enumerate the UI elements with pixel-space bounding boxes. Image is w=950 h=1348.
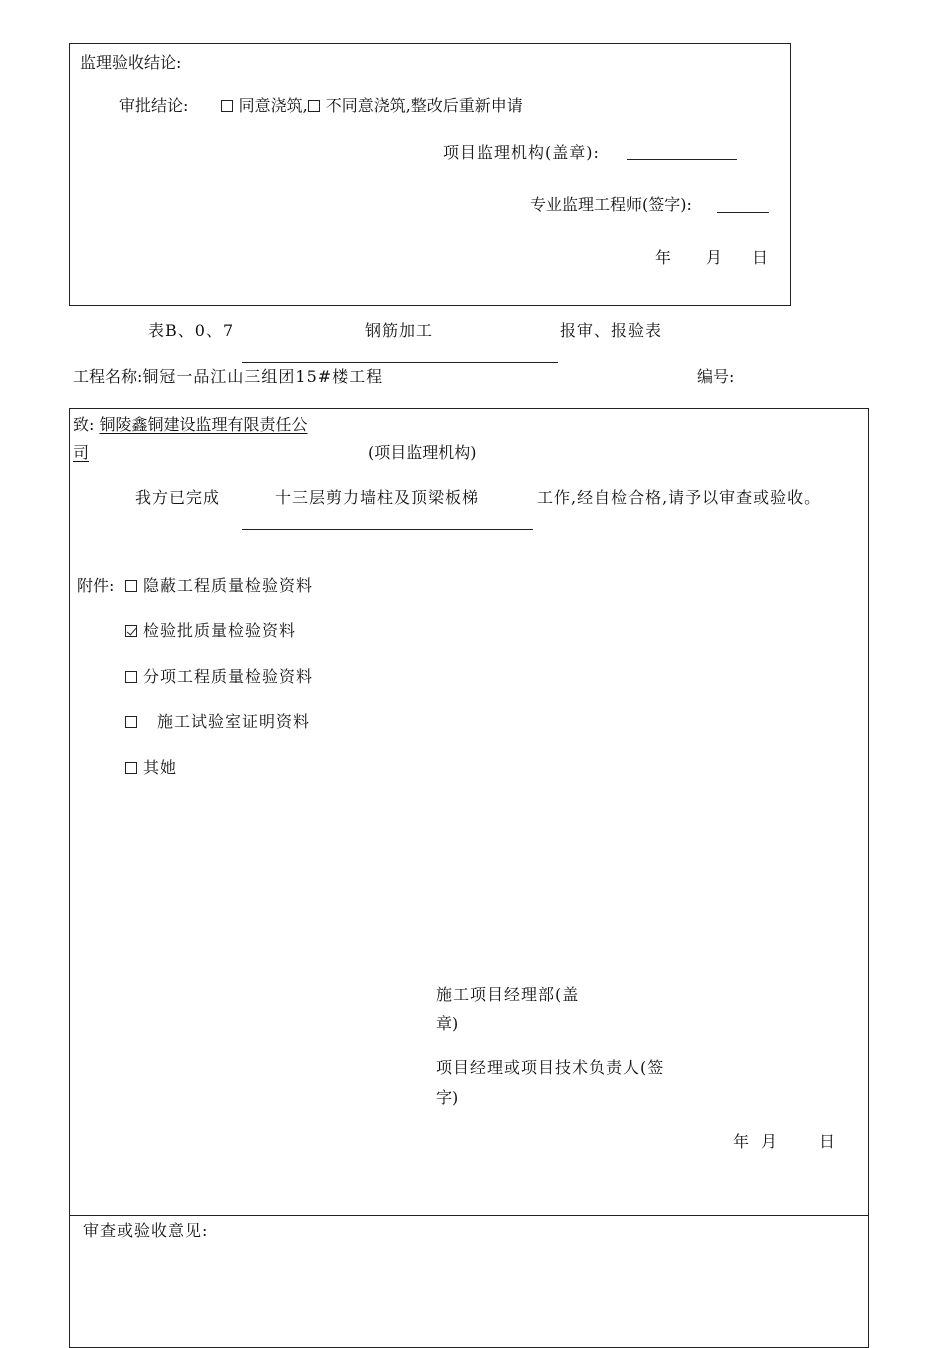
completed-work: 十三层剪力墙柱及顶梁板梯 [275,488,480,507]
attachment-checkbox[interactable] [125,671,137,683]
attachment-checkbox[interactable] [125,716,137,728]
form-type: 报审、报验表 [560,321,663,340]
form-subject-underline [242,362,558,363]
project-name-row [73,369,383,385]
manager-signature-label-continued: 字) [436,1088,459,1107]
contractor-dept-label: 施工项目经理部(盖 [436,985,580,1004]
main-date-year: 年 [733,1132,750,1151]
attachment-item [125,578,313,594]
supervision-heading: 监理验收结论: [80,53,182,72]
completed-suffix: 工作,经自检合格,请予以审查或验收。 [537,488,822,507]
attachment-label: 分项工程质量检验资料 [143,667,314,686]
agree-option-label: 同意浇筑, [238,96,308,115]
attachment-item [125,760,177,776]
review-opinion-label: 审查或验收意见: [83,1221,209,1240]
main-date-month: 月 [761,1132,778,1151]
completed-prefix: 我方已完成 [135,488,221,507]
recipient-org-note: (项目监理机构) [368,443,477,462]
engineer-signature-label: 专业监理工程师(签字): [530,195,692,214]
top-date-year: 年 [655,248,672,267]
attachment-label: 隐蔽工程质量检验资料 [143,576,314,595]
form-number: 表B、0、7 [148,321,235,340]
completed-work-underline [242,529,533,530]
approval-label: 审批结论: [119,96,189,115]
supervision-org-signature-line [627,159,737,160]
attachment-item [125,714,310,730]
supervision-org-label: 项目监理机构(盖章): [443,143,600,162]
attachment-item [125,669,313,685]
project-name-label: 工程名称: [73,367,143,386]
recipient-company: 铜陵鑫铜建设监理有限责任公 [99,415,308,434]
attachment-item [125,623,296,639]
serial-number-label: 编号: [697,367,735,386]
approval-conclusion-row [119,98,523,114]
disagree-option-label: 不同意浇筑,整改后重新申请 [325,96,523,115]
engineer-signature-line [717,212,769,213]
manager-signature-label: 项目经理或项目技术负责人(签 [436,1058,665,1077]
form-subject: 钢筋加工 [365,321,434,340]
attachment-label: 施工试验室证明资料 [157,712,311,731]
recipient-line-2 [73,445,111,461]
project-name: 铜冠一品江山三组团15#楼工程 [142,367,384,386]
recipient-label: 致: [73,415,95,434]
supervision-conclusion-box [69,43,791,306]
disagree-checkbox[interactable] [308,100,320,112]
attachments-label: 附件: [77,576,115,595]
attachment-checkbox[interactable] [125,762,137,774]
top-date-month: 月 [706,248,723,267]
attachment-label: 检验批质量检验资料 [143,621,297,640]
contractor-dept-label-continued: 章) [436,1014,459,1033]
recipient-company-continued: 司 [73,443,90,462]
attachment-label: 其她 [143,758,178,777]
agree-checkbox[interactable] [221,100,233,112]
main-date-day: 日 [819,1132,836,1151]
attachment-checkbox[interactable] [125,580,137,592]
recipient-line-1 [73,417,308,433]
top-date-day: 日 [752,248,769,267]
review-section-divider [69,1215,869,1216]
attachment-checkbox-checked[interactable] [125,625,137,637]
report-form-box [69,408,869,1348]
